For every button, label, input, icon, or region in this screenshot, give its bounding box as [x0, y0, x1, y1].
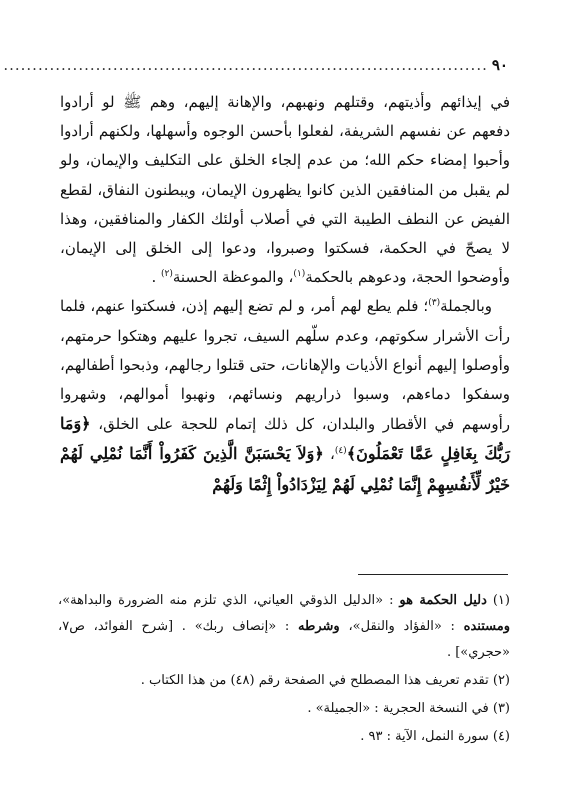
honorific-glyph: ﷺ	[123, 93, 142, 111]
header-leader-dots: ....................................................................................	[3, 56, 488, 74]
text-run: لو أرادوا دفعهم عن نفسهم الشريفة، لفعلوا بأحسن الوجوه وأسهلها، ولكنهم أرادوا وأحبوا إمضاء حكم الله؛ من عدم إلجاء الخلق على التكليف والإيمان، ولو لم يقبل من المنافقين الذين كانوا يظهرون الإيمان، ويبطنون النفاق، لقطع الفيض عن النطف الطيبة التي في أصلاب أولئك الكفار والمنافقين، وهذا لا يصحّ في الحكمة، فسكتوا وصبروا، ودعوا إلى الخلق إلى الإيمان، وأوضحوا الحجة، ودعوهم بالحكمة	[60, 93, 510, 287]
footnote-number: (٢)	[492, 673, 510, 688]
footnotes	[58, 588, 510, 752]
footnote-ref-1[interactable]: (١)	[293, 269, 306, 280]
footnote-label: دليل الحكمة هو	[399, 593, 487, 608]
footnote-number: (٤)	[492, 729, 510, 744]
running-header	[3, 50, 508, 74]
paragraph-1	[60, 88, 510, 292]
text-run: في إيذائهم وأذيتهم، وقتلهم ونهبهم، والإهانة إليهم، وهم	[141, 93, 510, 111]
footnote-label: ومستنده	[463, 619, 510, 634]
footnote-4	[58, 724, 510, 750]
footnote-2	[58, 668, 510, 694]
footnote-text: : «إنصاف ربك» . [شرح الفوائد، ص٧، «حجري»] .	[58, 619, 510, 660]
footnote-ref-3[interactable]: (٣)	[428, 298, 441, 309]
quran-verse-1: ﴿وَمَا رَبُّكَ بِغَافِلٍ عَمَّا تَعْمَلُونَ﴾	[60, 414, 511, 464]
footnote-label: وشرطه	[298, 619, 340, 634]
text-run: ، والموعظة الحسنة	[172, 268, 294, 287]
footnote-1	[58, 588, 510, 666]
footnote-text: تقدم تعريف هذا المصطلح في الصفحة رقم (٤٨) من هذا الكتاب .	[140, 673, 489, 688]
footnote-text: في النسخة الحجرية : «الجميلة» .	[307, 701, 489, 716]
footnote-text: : «الفؤاد والنقل»،	[339, 619, 464, 634]
footnote-ref-4[interactable]: (٤)	[334, 446, 347, 457]
footnote-number: (٣)	[492, 701, 510, 716]
footnote-text: : «الدليل الذوقي العياني، الذي تلزم منه الضرورة والبداهة»،	[58, 593, 400, 608]
footnote-3	[58, 696, 510, 722]
text-run: ؛ فلم يطع لهم أمر، و لم تضع إليهم إذن، فسكتوا عنهم، فلما رأت الأشرار سكوتهم، وعدم سلّهم السيف، تجروا عليهم وهتكوا حرمتهم، وأوصلوا إليهم أنواع الأذيات والإهانات، حتى قتلوا رجالهم، وذبحوا أطفالهم، وسفكوا دماءهم، وسبوا ذراريهم ونسائهم، ونهبوا أموالهم، وشهروا رأوسهم في الأقطار والبلدان، كل ذلك إتمام للحجة على الخلق،	[60, 297, 511, 434]
main-text	[60, 88, 510, 500]
text-run: .	[151, 268, 161, 287]
text-run: وبالجملة	[440, 297, 492, 316]
paragraph-2	[60, 292, 510, 499]
footnote-ref-2[interactable]: (٢)	[161, 269, 173, 280]
footnote-text: سورة النمل، الآية : ٩٣ .	[360, 729, 489, 744]
footnote-separator	[358, 574, 508, 575]
text-run: ،	[323, 445, 335, 464]
footnote-number: (١)	[492, 593, 510, 608]
quran-verse-2: ﴿وَلاَ يَحْسَبَنَّ الَّذِينَ كَفَرُواْ أَنَّمَا نُمْلِي لَهُمْ خَيْرٌ لِّأَنفُسِهِمْ إِنَّمَا نُمْلِي لَهُمْ لِيَزْدَادُواْ إِثْمًا وَلَهُمْ	[60, 444, 510, 494]
page-number: ٩٠	[491, 56, 508, 74]
